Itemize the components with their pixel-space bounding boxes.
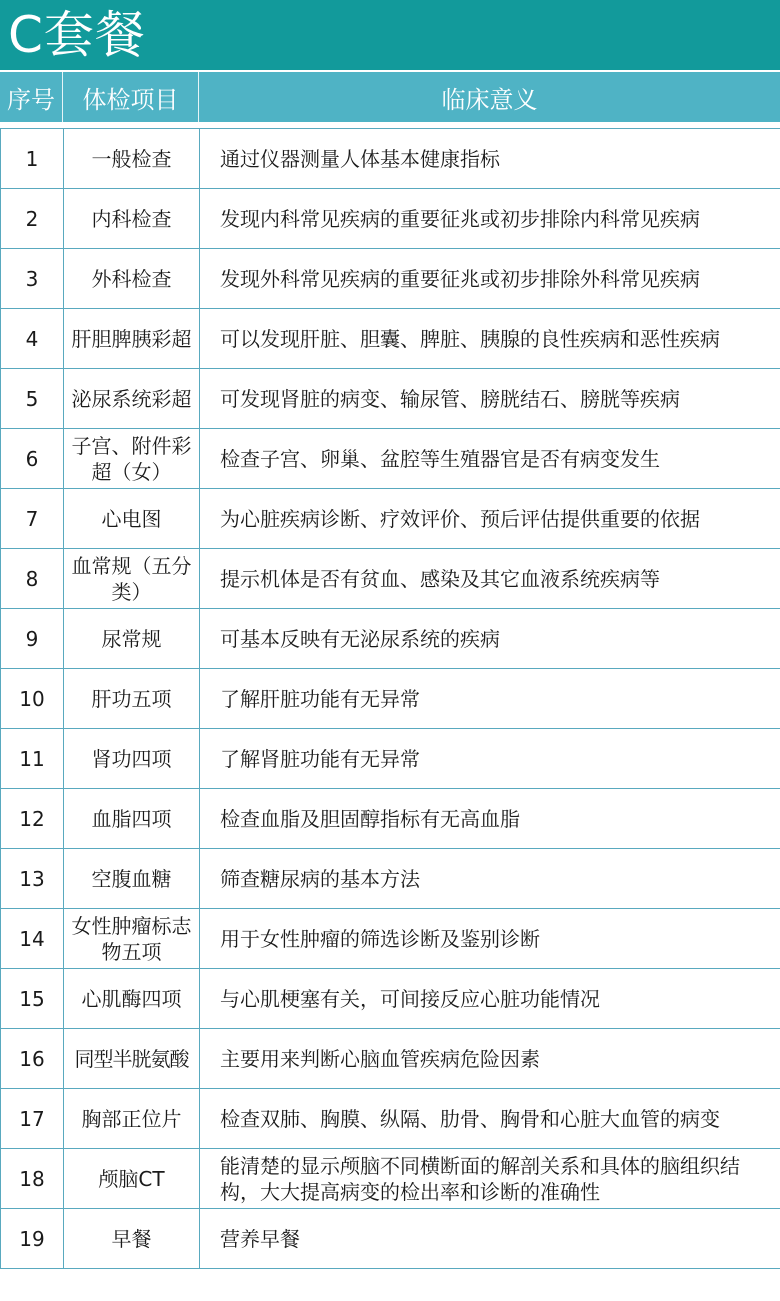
table-row xyxy=(1,369,780,429)
row-item: 肝胆脾胰彩超 xyxy=(64,309,200,369)
row-item: 子宫、附件彩超（女） xyxy=(64,429,200,489)
row-meaning: 检查子宫、卵巢、盆腔等生殖器官是否有病变发生 xyxy=(200,429,780,489)
row-item: 一般检查 xyxy=(64,129,200,189)
row-item: 女性肿瘤标志物五项 xyxy=(64,909,200,969)
table-row xyxy=(1,249,780,309)
table-row xyxy=(1,909,780,969)
row-number: 19 xyxy=(1,1209,64,1269)
row-item: 肝功五项 xyxy=(64,669,200,729)
row-meaning: 了解肾脏功能有无异常 xyxy=(200,729,780,789)
row-number: 5 xyxy=(1,369,64,429)
row-item: 心电图 xyxy=(64,489,200,549)
row-number: 15 xyxy=(1,969,64,1029)
table-row xyxy=(1,1149,780,1209)
row-number: 3 xyxy=(1,249,64,309)
row-meaning: 能清楚的显示颅脑不同横断面的解剖关系和具体的脑组织结构，大大提高病变的检出率和诊断的准确性 xyxy=(200,1149,780,1209)
table-row xyxy=(1,669,780,729)
row-item: 尿常规 xyxy=(64,609,200,669)
table-row xyxy=(1,1089,780,1149)
row-meaning: 发现内科常见疾病的重要征兆或初步排除内科常见疾病 xyxy=(200,189,780,249)
row-meaning: 检查双肺、胸膜、纵隔、肋骨、胸骨和心脏大血管的病变 xyxy=(200,1089,780,1149)
row-number: 9 xyxy=(1,609,64,669)
row-number: 13 xyxy=(1,849,64,909)
row-meaning: 可以发现肝脏、胆囊、脾脏、胰腺的良性疾病和恶性疾病 xyxy=(200,309,780,369)
row-meaning: 通过仪器测量人体基本健康指标 xyxy=(200,129,780,189)
page-title: C套餐 xyxy=(8,6,146,64)
row-number: 14 xyxy=(1,909,64,969)
row-item: 胸部正位片 xyxy=(64,1089,200,1149)
row-meaning: 可发现肾脏的病变、输尿管、膀胱结石、膀胱等疾病 xyxy=(200,369,780,429)
row-item: 外科检查 xyxy=(64,249,200,309)
row-number: 12 xyxy=(1,789,64,849)
table-row xyxy=(1,489,780,549)
row-meaning: 提示机体是否有贫血、感染及其它血液系统疾病等 xyxy=(200,549,780,609)
row-item: 肾功四项 xyxy=(64,729,200,789)
row-number: 2 xyxy=(1,189,64,249)
checkup-table xyxy=(0,128,780,1269)
row-item: 同型半胱氨酸 xyxy=(64,1029,200,1089)
table-row xyxy=(1,729,780,789)
row-meaning: 可基本反映有无泌尿系统的疾病 xyxy=(200,609,780,669)
row-item: 血脂四项 xyxy=(64,789,200,849)
row-item: 空腹血糖 xyxy=(64,849,200,909)
row-meaning: 了解肝脏功能有无异常 xyxy=(200,669,780,729)
table-row xyxy=(1,549,780,609)
table-row xyxy=(1,1209,780,1269)
table-row xyxy=(1,429,780,489)
table-row xyxy=(1,969,780,1029)
row-meaning: 为心脏疾病诊断、疗效评价、预后评估提供重要的依据 xyxy=(200,489,780,549)
row-item: 内科检查 xyxy=(64,189,200,249)
row-number: 4 xyxy=(1,309,64,369)
row-item: 泌尿系统彩超 xyxy=(64,369,200,429)
row-item: 血常规（五分类） xyxy=(64,549,200,609)
row-meaning: 与心肌梗塞有关，可间接反应心脏功能情况 xyxy=(200,969,780,1029)
row-number: 18 xyxy=(1,1149,64,1209)
header-meaning: 临床意义 xyxy=(441,85,538,114)
row-number: 17 xyxy=(1,1089,64,1149)
row-meaning: 用于女性肿瘤的筛选诊断及鉴别诊断 xyxy=(200,909,780,969)
table-row xyxy=(1,789,780,849)
table-row xyxy=(1,309,780,369)
row-meaning: 发现外科常见疾病的重要征兆或初步排除外科常见疾病 xyxy=(200,249,780,309)
row-meaning: 筛查糖尿病的基本方法 xyxy=(200,849,780,909)
row-number: 11 xyxy=(1,729,64,789)
row-item: 早餐 xyxy=(64,1209,200,1269)
row-number: 7 xyxy=(1,489,64,549)
row-item: 颅脑CT xyxy=(64,1149,200,1209)
header-no: 序号 xyxy=(0,72,63,122)
title-bar xyxy=(0,0,780,70)
table-row xyxy=(1,1029,780,1089)
row-meaning: 营养早餐 xyxy=(200,1209,780,1269)
header-item: 体检项目 xyxy=(63,72,199,122)
row-number: 8 xyxy=(1,549,64,609)
table-row xyxy=(1,129,780,189)
row-number: 10 xyxy=(1,669,64,729)
table-header xyxy=(0,72,780,122)
row-item: 心肌酶四项 xyxy=(64,969,200,1029)
row-number: 1 xyxy=(1,129,64,189)
row-meaning: 主要用来判断心脑血管疾病危险因素 xyxy=(200,1029,780,1089)
row-meaning: 检查血脂及胆固醇指标有无高血脂 xyxy=(200,789,780,849)
row-number: 6 xyxy=(1,429,64,489)
table-row xyxy=(1,849,780,909)
table-row xyxy=(1,609,780,669)
row-number: 16 xyxy=(1,1029,64,1089)
table-row xyxy=(1,189,780,249)
